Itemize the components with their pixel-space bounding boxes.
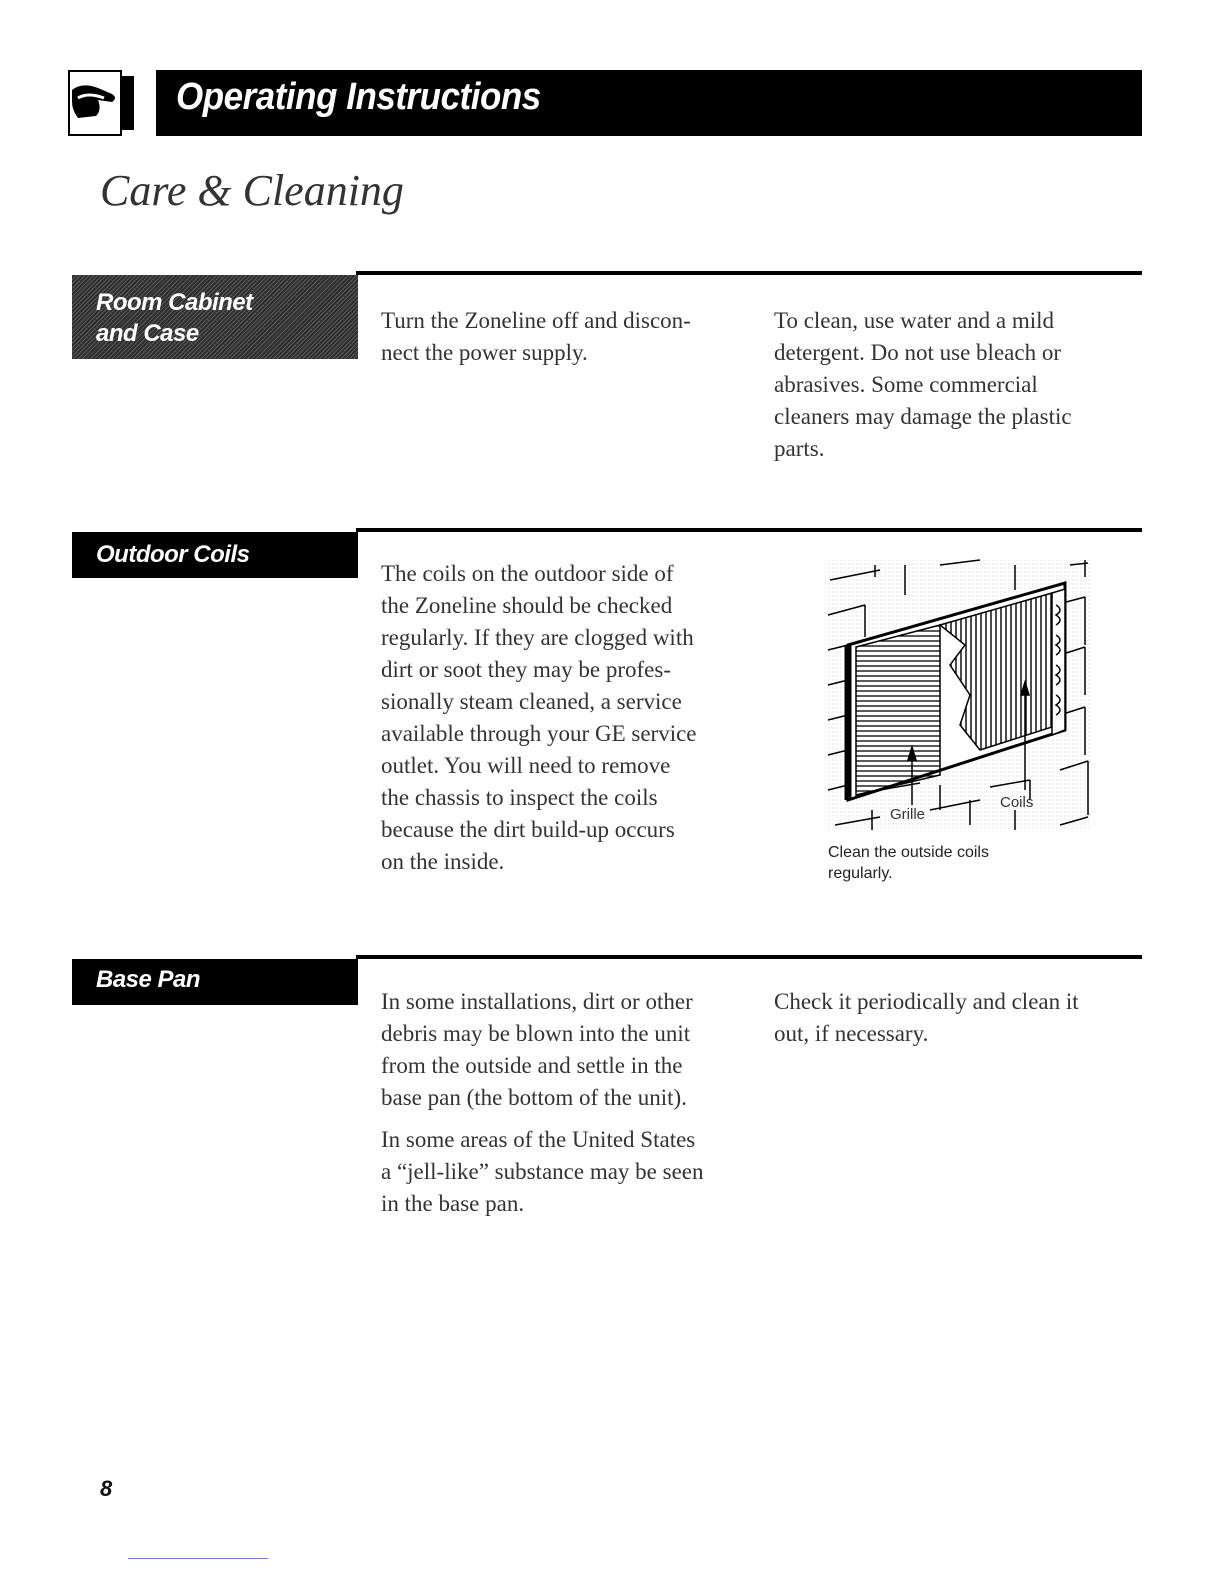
caption-line: regularly. (828, 865, 893, 882)
section-label-line: Base Pan (96, 966, 201, 993)
text-line: regularly. If they are clogged with (381, 625, 694, 650)
coils-illustration (820, 555, 1100, 840)
grille-label: Grille (890, 806, 926, 823)
base-pan-text-col2 (774, 986, 1134, 1050)
paragraph (381, 986, 751, 1114)
text-line: available through your GE service (381, 721, 697, 746)
section-rule (356, 955, 1142, 959)
text-line: detergent. Do not use bleach or (774, 340, 1061, 365)
hand-pointer-icon (68, 70, 136, 136)
section-rule (356, 528, 1142, 532)
text-line: out, if necessary. (774, 1021, 929, 1046)
section-label-line: Outdoor Coils (96, 541, 250, 568)
text-line: To clean, use water and a mild (774, 308, 1055, 333)
outdoor-coils-text (381, 558, 751, 878)
figure-caption (828, 842, 1068, 884)
section-label-room-cabinet (72, 275, 358, 359)
text-line: debris may be blown into the unit (381, 1021, 691, 1046)
text-line: The coils on the outdoor side of (381, 561, 674, 586)
room-cabinet-text-col1 (381, 305, 751, 369)
text-line: In some areas of the United States (381, 1127, 696, 1152)
text-line: base pan (the bottom of the unit). (381, 1085, 687, 1110)
text-line: abrasives. Some commercial (774, 372, 1038, 397)
section-label-line: and Case (96, 320, 199, 347)
room-cabinet-text-col2 (774, 305, 1134, 465)
text-line: dirt or soot they may be profes- (381, 657, 671, 682)
coils-label: Coils (1000, 794, 1034, 811)
text-line: sionally steam cleaned, a service (381, 689, 682, 714)
text-line: from the outside and settle in the (381, 1053, 683, 1078)
section-label-line: Room Cabinet (96, 289, 253, 316)
text-line: the Zoneline should be checked (381, 593, 673, 618)
page-title: Care & Cleaning (100, 166, 404, 215)
text-line: parts. (774, 436, 825, 461)
paragraph (381, 1124, 751, 1220)
header-title: Operating Instructions (176, 76, 541, 118)
section-rule (356, 271, 1142, 275)
footer-line (128, 1558, 268, 1559)
text-line: nect the power supply. (381, 340, 588, 365)
section-label-outdoor-coils (72, 532, 358, 578)
text-line: cleaners may damage the plastic (774, 404, 1072, 429)
text-line: in the base pan. (381, 1191, 525, 1216)
text-line: because the dirt build-up occurs (381, 817, 675, 842)
base-pan-text-col1 (381, 986, 751, 1230)
page-number: 8 (100, 1476, 113, 1501)
text-line: Check it periodically and clean it (774, 989, 1079, 1014)
text-line: outlet. You will need to remove (381, 753, 671, 778)
header-bar (156, 70, 1142, 136)
text-line: the chassis to inspect the coils (381, 785, 658, 810)
text-line: Turn the Zoneline off and discon- (381, 308, 691, 333)
text-line: a “jell-like” substance may be seen (381, 1159, 704, 1184)
caption-line: Clean the outside coils (828, 844, 989, 861)
text-line: on the inside. (381, 849, 505, 874)
text-line: In some installations, dirt or other (381, 989, 693, 1014)
section-label-base-pan (72, 959, 358, 1005)
